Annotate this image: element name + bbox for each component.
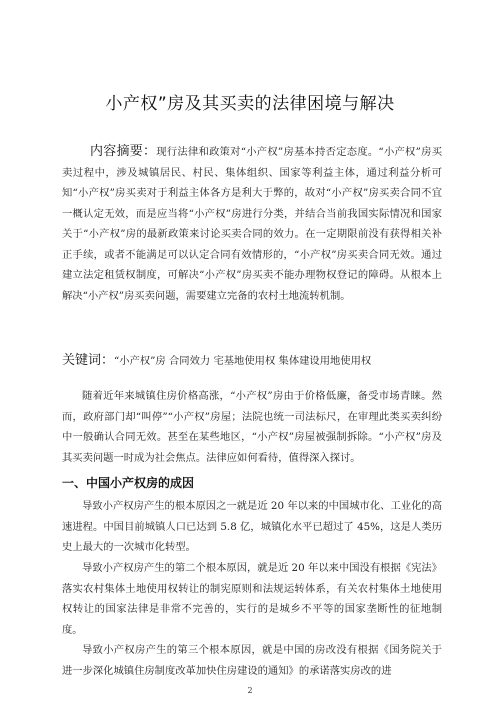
abstract-label: 内容摘要： xyxy=(90,144,157,159)
keywords xyxy=(62,351,452,371)
document-title: 小产权”房及其买卖的法律困境与解决 xyxy=(105,94,395,114)
keywords-text: “小产权”房 合同效力 宅基地使用权 集体建设用地使用权 xyxy=(114,355,372,367)
paragraph-2: 导致小产权房产生的第二个根本原因，就是近 20 年以来中国没有根据《宪法》落实农村集体土地使用权转让的制宪原则和法规运转体系，有关农村集体土地使用权转让的国家法律是非常不完善的，实行的是城乡不平等的国家垄断性的征地制度。 xyxy=(62,562,442,636)
intro-paragraph: 随着近年来城镇住房价格高涨，“小产权”房由于价格低廉，备受市场青睐。然而，政府部门却“叫停”“小产权”房屋；法院也统一司法标尺，在审理此类买卖纠纷中一般确认合同无效。甚至在某些地区，“小产权”房屋被强制拆除。“小产权”房及其买卖问题一时成为社会焦点。法律应如何看待，值得深入探讨。 xyxy=(62,390,442,464)
paragraph-1: 导致小产权房产生的根本原因之一就是近 20 年以来的中国城市化、工业化的高速进程。中国目前城镇人口已达到 5.8 亿，城镇化水平已超过了 45%，这是人类历史上最大的一次城市化转型。 xyxy=(62,500,442,553)
keywords-label: 关键词： xyxy=(62,353,115,368)
abstract-text: 现行法律和政策对“小产权”房基本持否定态度。“小产权”房买卖过程中，涉及城镇居民、村民、集体组织、国家等利益主体，通过利益分析可知“小产权”房买卖对于利益主体各方是利大于弊的，故对“小产权”房买卖合同不宜一概认定无效，而是应当将“小产权”房进行分类，并结合当前我国实际情况和国家关于“小产权”房的最新政策来讨论买卖合同的效力。在一定期限前没有获得相关补正手续，或者不能满足可以认定合同有效情形的，“小产权”房买卖合同无效。通过建立法定租赁权制度，可解决“小产权”房买卖不能办理物权登记的障碍。从根本上解决“小产权”房买卖问题，需要建立完备的农村土地流转机制。 xyxy=(62,146,442,302)
abstract xyxy=(62,142,442,306)
paragraph-3: 导致小产权房产生的第三个根本原因，就是中国的房改没有根据《国务院关于进一步深化城镇住房制度改革加快住房建设的通知》的承诺落实房改的进 xyxy=(62,644,442,677)
section-heading: 一、中国小产权房的成因 xyxy=(62,476,195,490)
page-number: 2 xyxy=(247,686,253,695)
